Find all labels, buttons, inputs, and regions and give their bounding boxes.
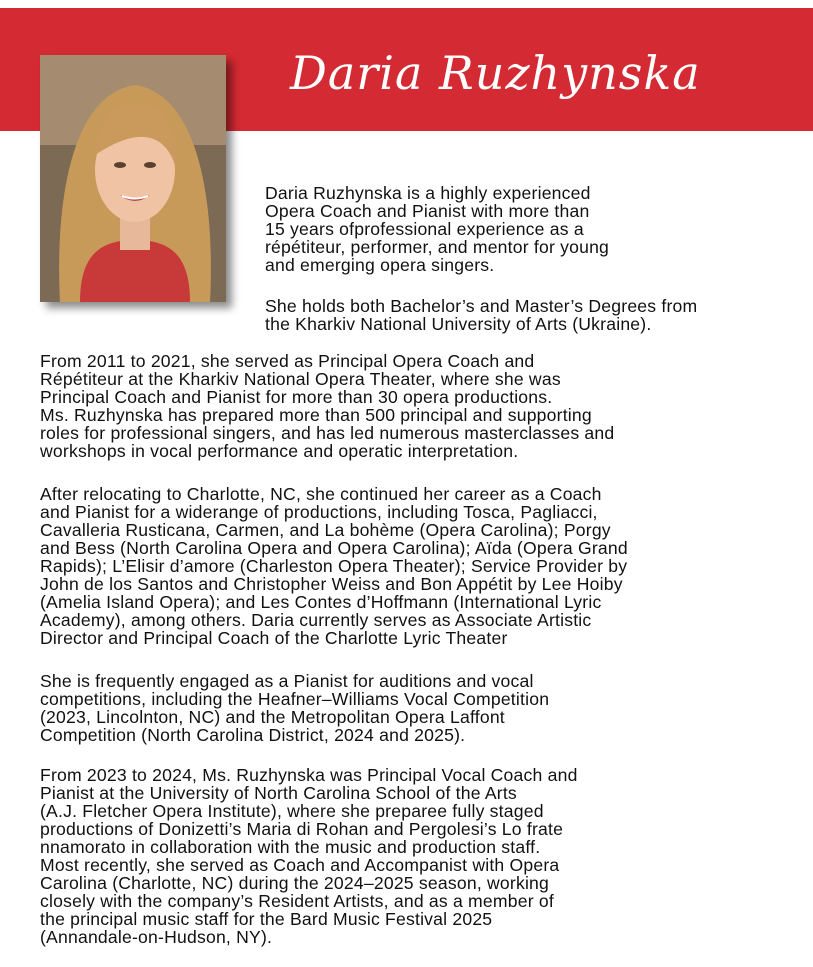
kharkiv-paragraph (40, 352, 614, 460)
text-line: the Kharkiv National University of Arts (Ukraine). (265, 314, 652, 334)
text-line: Competition (North Carolina District, 2024 and 2025). (40, 725, 466, 745)
text-line: competitions, including the Heafner–Williams Vocal Competition (40, 689, 550, 709)
text-line: Most recently, she served as Coach and Accompanist with Opera (40, 855, 560, 875)
text-line: After relocating to Charlotte, NC, she continued her career as a Coach (40, 484, 602, 504)
text-line: (A.J. Fletcher Opera Institute), where she preparee fully staged (40, 801, 544, 821)
text-line: From 2023 to 2024, Ms. Ruzhynska was Principal Vocal Coach and (40, 765, 578, 785)
text-line: Carolina (Charlotte, NC) during the 2024–2025 season, working (40, 873, 550, 893)
uncsa-paragraph (40, 766, 578, 946)
charlotte-paragraph (40, 485, 628, 647)
text-line: Ms. Ruzhynska has prepared more than 500 principal and supporting (40, 405, 592, 425)
text-line: (2023, Lincolnton, NC) and the Metropolitan Opera Laffont (40, 707, 505, 727)
text-line: Director and Principal Coach of the Charlotte Lyric Theater (40, 628, 508, 648)
text-line: Opera Coach and Pianist with more than (265, 201, 590, 221)
text-line: workshops in vocal performance and operatic interpretation. (40, 441, 519, 461)
text-line: répétiteur, performer, and mentor for young (265, 237, 610, 257)
text-line: and Bess (North Carolina Opera and Opera Carolina); Aïda (Opera Grand (40, 538, 628, 558)
text-line: Rapids); L’Elisir d’amore (Charleston Opera Theater); Service Provider by (40, 556, 628, 576)
text-line: From 2011 to 2021, she served as Principal Opera Coach and (40, 351, 535, 371)
text-line: Pianist at the University of North Carolina School of the Arts (40, 783, 517, 803)
artist-name-title: Daria Ruzhynska (290, 46, 701, 100)
text-line: Academy), among others. Daria currently serves as Associate Artistic (40, 610, 592, 630)
text-line: 15 years ofprofessional experience as a (265, 219, 584, 239)
text-line: Principal Coach and Pianist for more than 30 opera productions. (40, 387, 553, 407)
text-line: (Annandale-on-Hudson, NY). (40, 927, 273, 947)
intro-paragraph (265, 184, 609, 274)
text-line: She is frequently engaged as a Pianist for auditions and vocal (40, 671, 534, 691)
text-line: nnamorato in collaboration with the music and production staff. (40, 837, 541, 857)
text-line: Cavalleria Rusticana, Carmen, and La bohème (Opera Carolina); Porgy (40, 520, 611, 540)
text-line: roles for professional singers, and has led numerous masterclasses and (40, 423, 615, 443)
degrees-paragraph (265, 297, 697, 333)
competitions-paragraph (40, 672, 549, 744)
text-line: and emerging opera singers. (265, 255, 495, 275)
text-line: Daria Ruzhynska is a highly experienced (265, 183, 591, 203)
text-line: She holds both Bachelor’s and Master’s Degrees from (265, 296, 698, 316)
text-line: the principal music staff for the Bard Music Festival 2025 (40, 909, 493, 929)
text-line: Répétiteur at the Kharkiv National Opera Theater, where she was (40, 369, 561, 389)
text-line: closely with the company’s Resident Artists, and as a member of (40, 891, 554, 911)
artist-portrait-photo (40, 55, 226, 302)
text-line: and Pianist for a widerange of productions, including Tosca, Pagliacci, (40, 502, 598, 522)
text-line: productions of Donizetti’s Maria di Rohan and Pergolesi’s Lo frate (40, 819, 564, 839)
text-line: (Amelia Island Opera); and Les Contes d’Hoffmann (International Lyric (40, 592, 602, 612)
text-line: John de los Santos and Christopher Weiss and Bon Appétit by Lee Hoiby (40, 574, 623, 594)
